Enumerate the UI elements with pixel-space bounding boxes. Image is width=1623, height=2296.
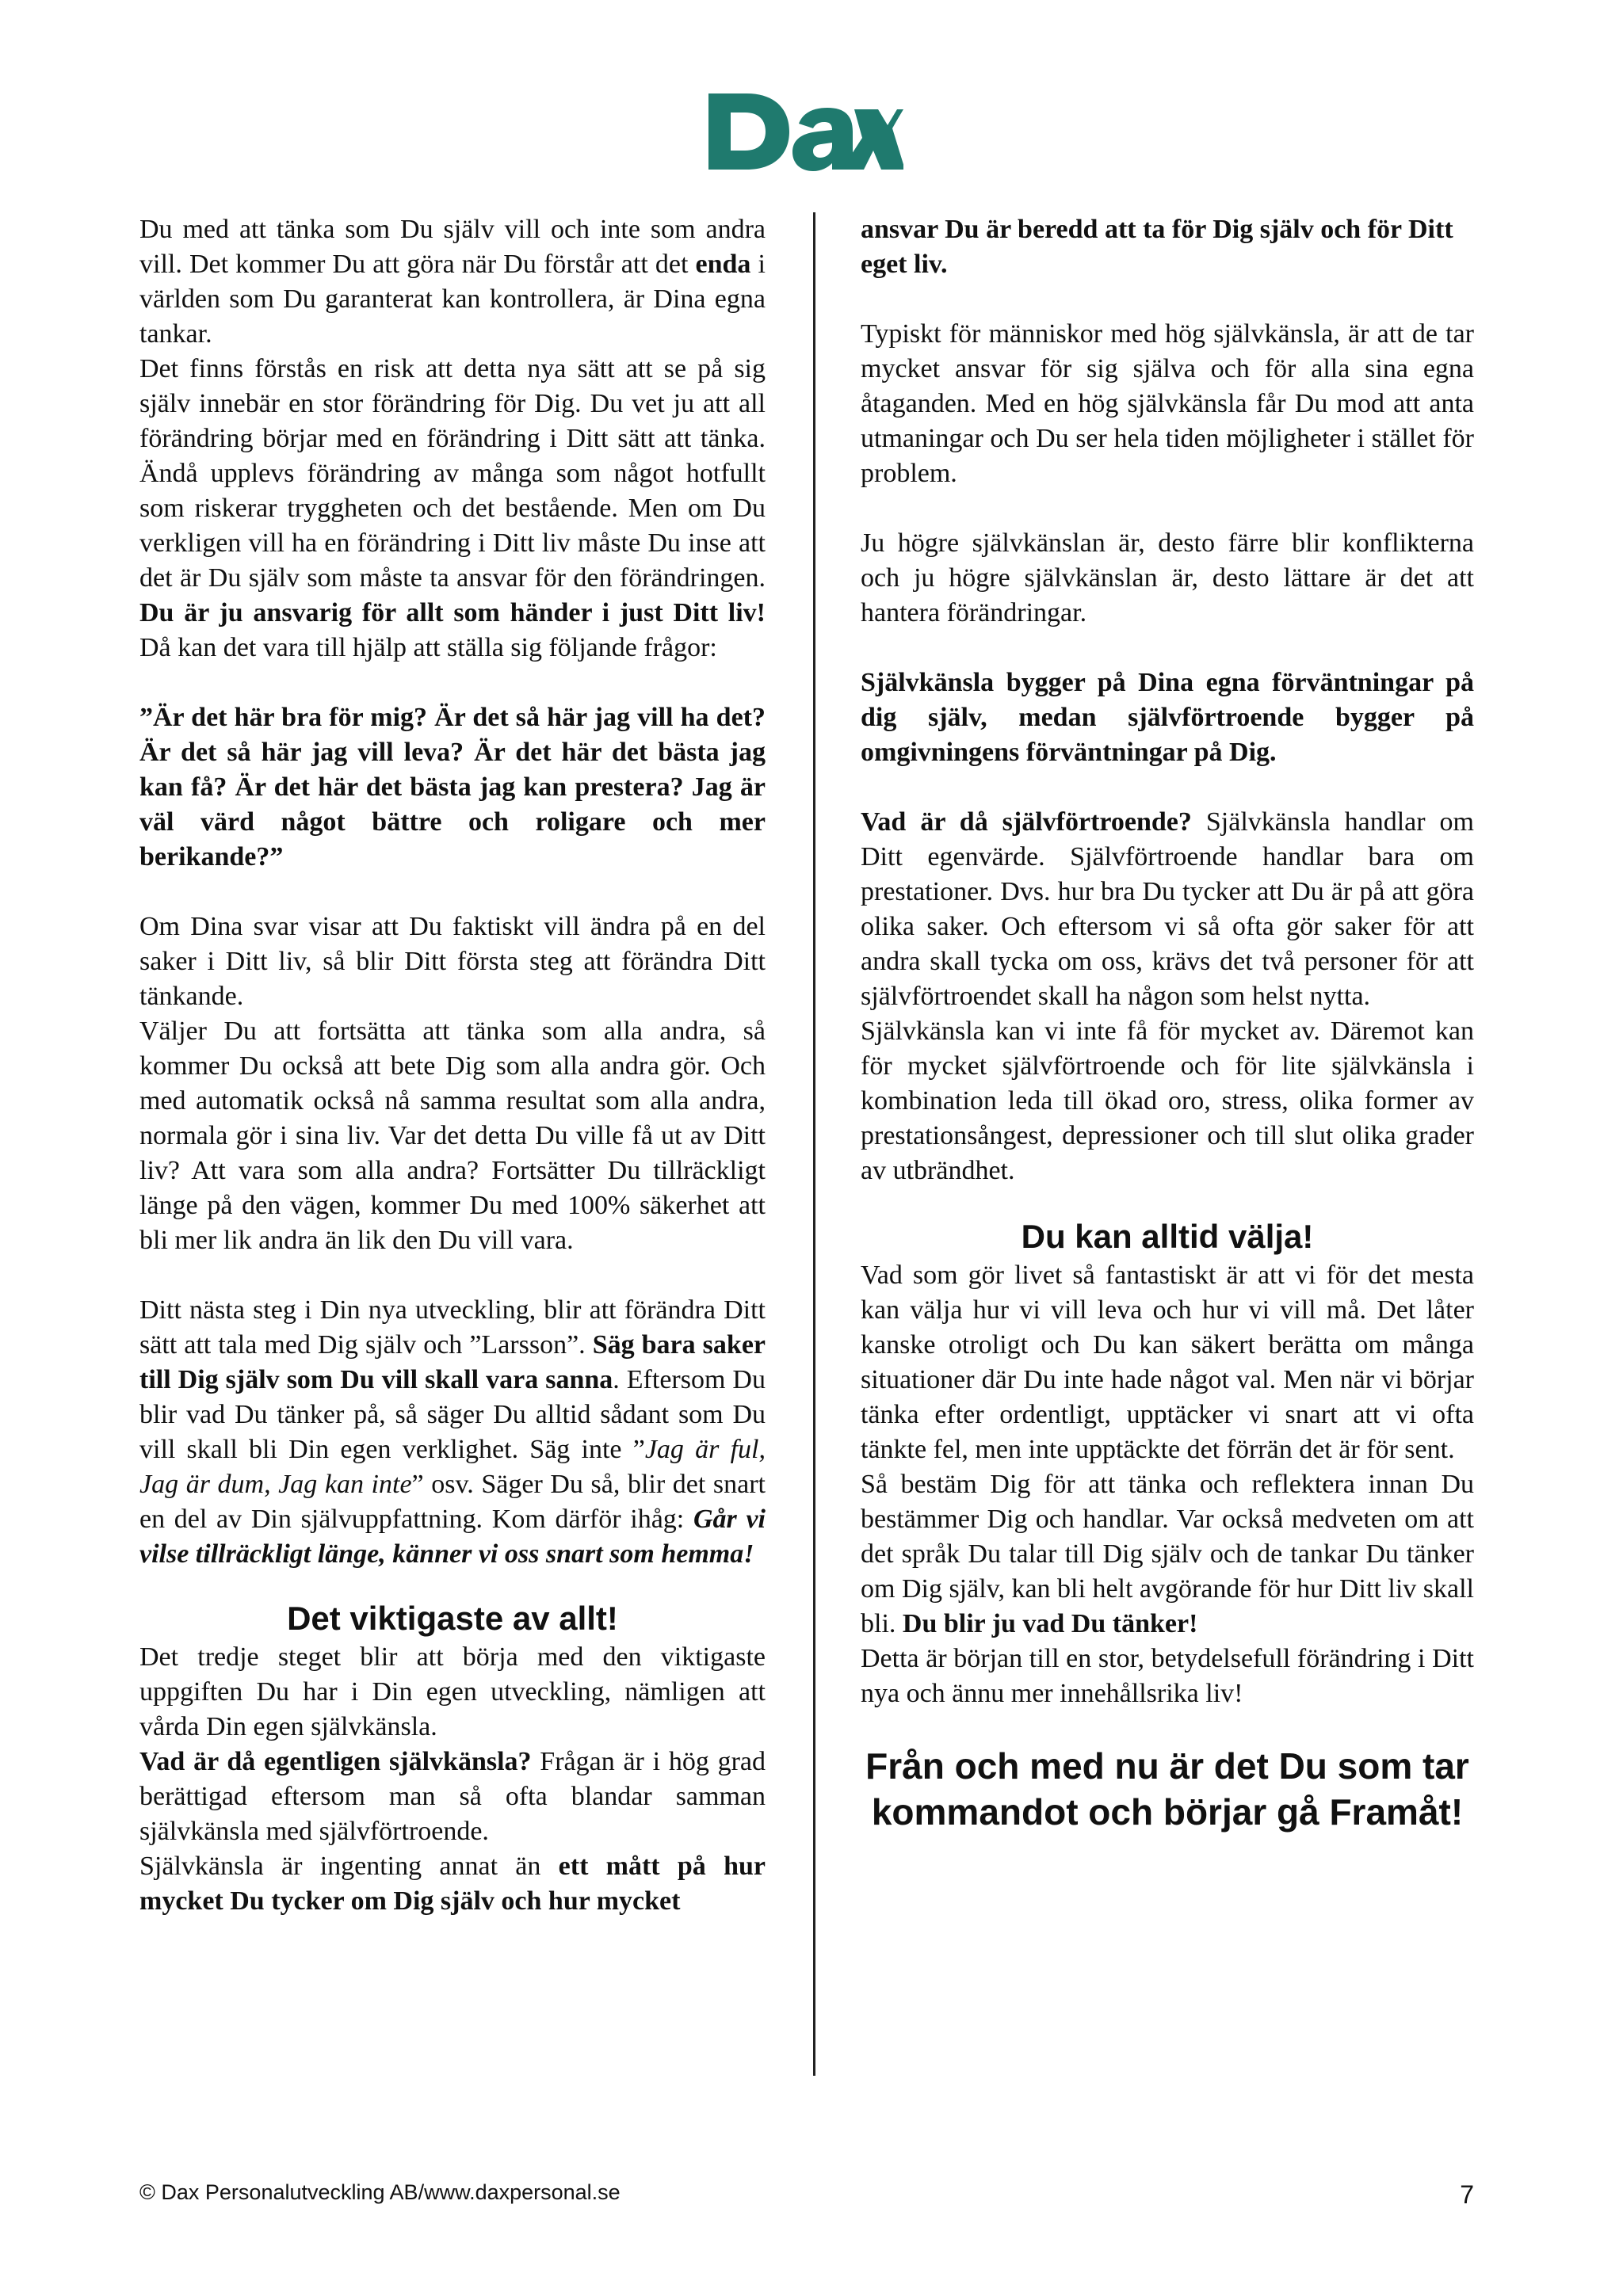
- paragraph: Ju högre självkänslan är, desto färre blir konflikterna och ju högre självkänslan är, desto lättare är det att hantera förändringar.: [861, 528, 1474, 627]
- paragraph: Typiskt för människor med hög självkänsla, är att de tar mycket ansvar för sig själva och för alla sina egna åtaganden. Med en hög självkänsla får Du mod att anta utmaningar och Du ser hela tiden möjligheter i stället för problem.: [861, 319, 1474, 488]
- paragraph: Det finns förstås en risk att detta nya sätt att se på sig själv innebär en stor förändring för Dig. Du vet ju att all förändring börjar med en förändring i Ditt sätt att tänka. Ändå upplevs förändring av många som något hotfullt som riskerar tryggheten och det bestående. Men om Du verkligen vill ha en förändring i Ditt liv måste Du inse att det är Du själv som måste ta ansvar för den förändringen. Du är ju ansvarig för allt som händer i just Ditt liv! Då kan det vara till hjälp att ställa sig följande frågor:: [139, 354, 766, 662]
- paragraph: Väljer Du att fortsätta att tänka som alla andra, så kommer Du också att bete Dig som alla andra gör. Och med automatik också nå samma resultat som alla andra, normala gör i sina liv. Var det detta Du ville få ut av Ditt liv? Att vara som alla andra? Fortsätter Du tillräckligt länge på den vägen, kommer Du med 100% säkerhet att bli mer lik andra än lik den Du vill vara.: [139, 1016, 766, 1255]
- paragraph: ansvar Du är beredd att ta för Dig själv och för Ditt eget liv.: [861, 215, 1453, 279]
- page-number: 7: [1460, 2180, 1474, 2209]
- right-column: [861, 212, 1474, 1835]
- paragraph: Ditt nästa steg i Din nya utveckling, blir att förändra Ditt sätt att tala med Dig själv och ”Larsson”. Säg bara saker till Dig själv som Du vill skall vara sanna. Eftersom Du blir vad Du tänker på, så säger Du alltid sådant som Du vill skall bli Din egen verklighet. Säg inte ”Jag är ful, Jag är dum, Jag kan inte” osv. Säger Du så, blir det snart en del av Din självuppfattning. Kom därför ihåg: Går vi vilse tillräckligt länge, känner vi oss snart som hemma!: [139, 1295, 766, 1569]
- paragraph: Du med att tänka som Du själv vill och inte som andra vill. Det kommer Du att göra när Du förstår att det enda i världen som Du garanterat kan kontrollera, är Dina egna tankar.: [139, 215, 766, 349]
- paragraph: Om Dina svar visar att Du faktiskt vill ändra på en del saker i Ditt liv, så blir Ditt första steg att förändra Ditt tänkande.: [139, 912, 766, 1011]
- paragraph: Vad som gör livet så fantastiskt är att vi för det mesta kan välja hur vi vill leva och hur vi vill må. Det låter kanske otroligt och Du kan säkert berätta om många situationer där Du inte hade något val. Men när vi börjar tänka efter ordentligt, upptäcker vi snart att vi ofta tänkte fel, men inte upptäckte det förrän det är för sent.: [861, 1261, 1474, 1464]
- quote-questions: ”Är det här bra för mig? Är det så här jag vill ha det? Är det så här jag vill leva? Är det här det bästa jag kan få? Är det här det bästa jag kan prestera? Jag är väl värd något bättre och roligare och mer berikande?”: [139, 703, 766, 871]
- paragraph: Självkänsla kan vi inte få för mycket av. Däremot kan för mycket självförtroende och för lite självkänsla i kombination leda till ökad oro, stress, olika former av prestationsångest, depressioner och till slut olika grader av utbrändhet.: [861, 1016, 1474, 1185]
- section-heading: Det viktigaste av allt!: [287, 1600, 618, 1637]
- paragraph: Det tredje steget blir att börja med den viktigaste uppgiften Du har i Din egen utveckling, nämligen att vårda Din egen självkänsla.: [139, 1642, 766, 1741]
- section-heading: Du kan alltid välja!: [1021, 1218, 1314, 1255]
- paragraph: Vad är då självförtroende? Självkänsla handlar om Ditt egenvärde. Självförtroende handlar bara om prestationer. Dvs. hur bra Du tycker att Du är på att göra olika saker. Och eftersom vi så ofta gör saker för att andra skall tycka om oss, krävs det två personer för att självförtroendet skall ha någon som helst nytta.: [861, 807, 1474, 1011]
- left-column: [139, 212, 766, 1919]
- paragraph: Vad är då egentligen självkänsla? Frågan är i hög grad berättigad eftersom man så ofta blandar samman självkänsla med självförtroende.: [139, 1747, 766, 1846]
- paragraph: Så bestäm Dig för att tänka och reflektera innan Du bestämmer Dig och handlar. Var också medveten om att det språk Du talar till Dig själv och de tankar Du tänker om Dig själv, kan bli helt avgörande för hur Ditt liv skall bli. Du blir ju vad Du tänker!: [861, 1470, 1474, 1638]
- page-footer: [139, 2180, 1474, 2210]
- paragraph: Detta är början till en stor, betydelsefull förändring i Ditt nya och ännu mer innehållsrika liv!: [861, 1644, 1474, 1708]
- paragraph: Självkänsla bygger på Dina egna förväntningar på dig själv, medan självförtroende bygger på omgivningens förväntningar på Dig.: [861, 668, 1474, 767]
- column-divider: [813, 212, 815, 2076]
- paragraph: Självkänsla är ingenting annat än ett mått på hur mycket Du tycker om Dig själv och hur mycket: [139, 1852, 766, 1916]
- copyright-text: © Dax Personalutveckling AB/www.daxpersonal.se: [139, 2180, 621, 2204]
- dax-logo: [705, 87, 903, 174]
- closing-statement: Från och med nu är det Du som tar kommandot och börjar gå Framåt!: [865, 1745, 1469, 1833]
